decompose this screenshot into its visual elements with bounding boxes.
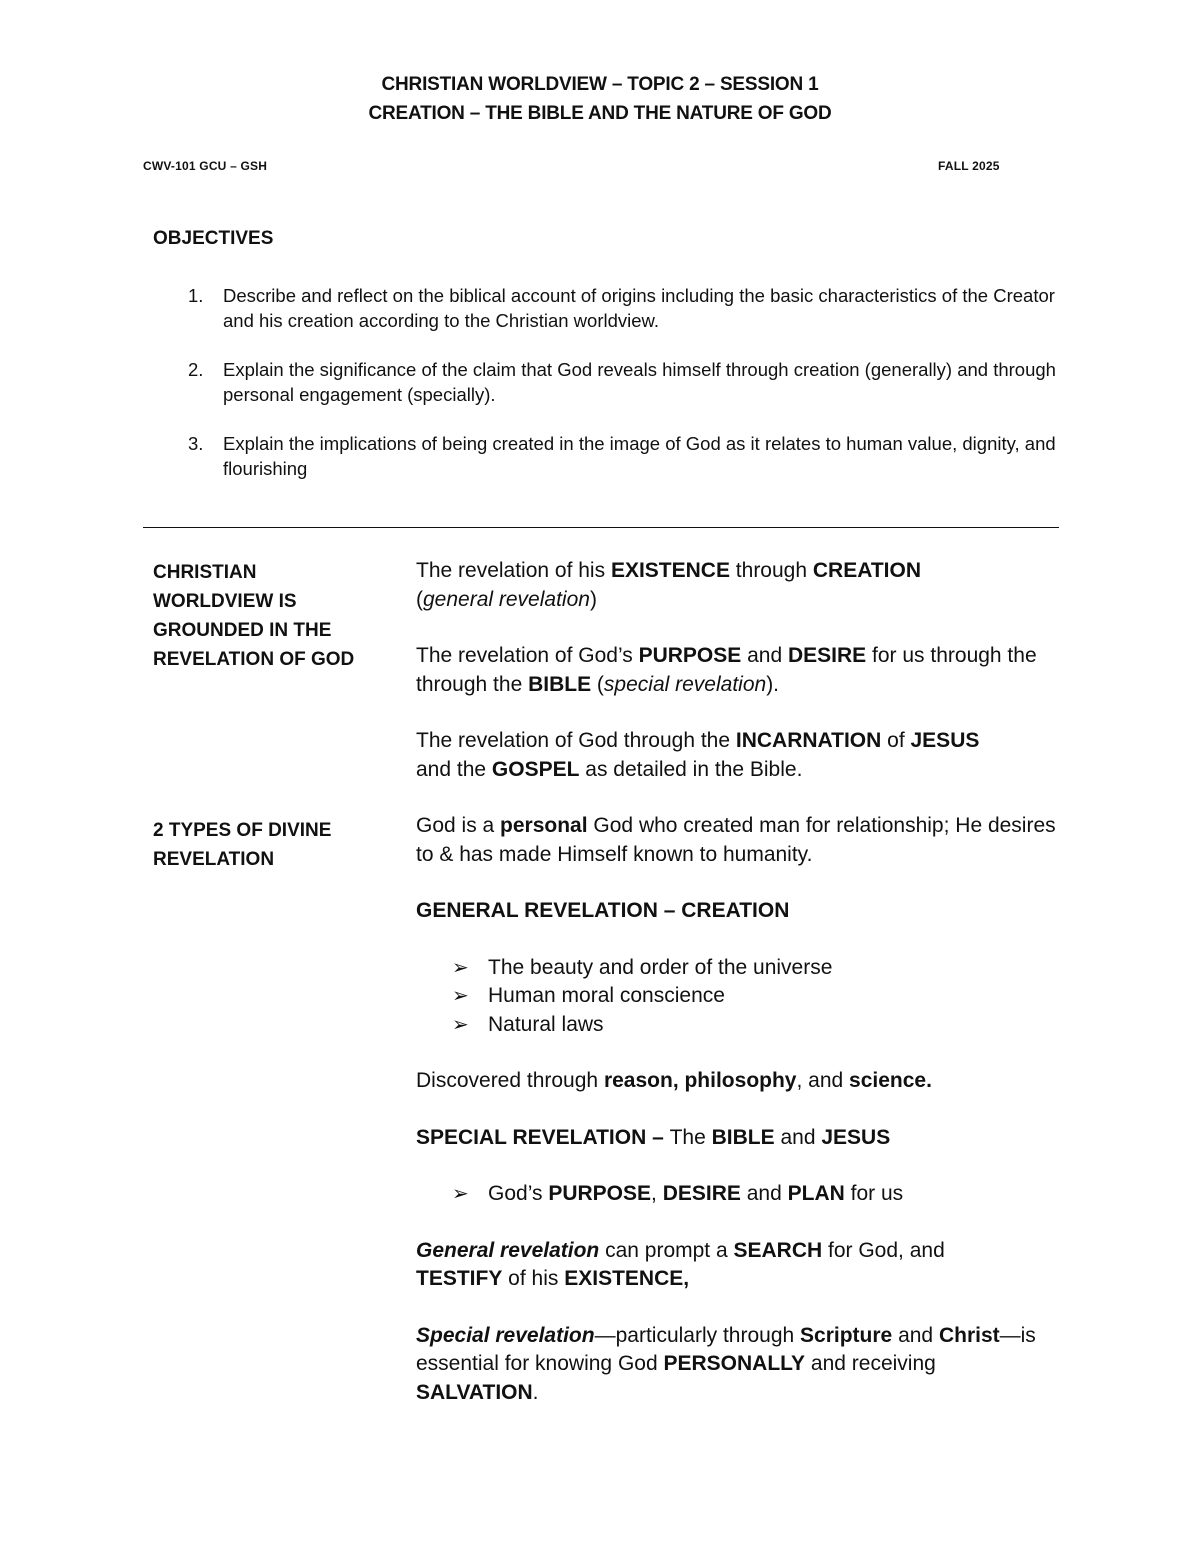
list-item: ➢ The beauty and order of the universe: [416, 954, 1066, 983]
term-label: FALL 2025: [938, 159, 1000, 173]
side-heading-revelation-types: 2 TYPES OF DIVINE REVELATION: [153, 820, 332, 870]
general-revelation-heading: GENERAL REVELATION – CREATION: [416, 899, 790, 922]
objective-number: 1.: [188, 285, 204, 306]
course-code: CWV-101 GCU – GSH: [143, 159, 268, 173]
list-item: ➢ God’s PURPOSE, DESIRE and PLAN for us: [416, 1180, 1066, 1209]
arrow-bullet-icon: ➢: [452, 956, 469, 979]
special-revelation-summary: Special revelation—particularly through Scripture and Christ—is essential for knowing God PERSONALLY and receiving SALVATION.: [416, 1323, 1036, 1404]
list-item: ➢ Natural laws: [416, 1011, 1066, 1040]
objectives-heading: OBJECTIVES: [153, 228, 274, 249]
arrow-bullet-icon: ➢: [452, 1013, 469, 1036]
arrow-bullet-icon: ➢: [452, 1183, 469, 1205]
arrow-bullet-icon: ➢: [452, 985, 469, 1007]
general-revelation-list: [416, 954, 1066, 1040]
discovered-through: Discovered through reason, philosophy, and science.: [416, 1069, 932, 1092]
objective-number: 2.: [188, 359, 204, 380]
objective-item: [188, 283, 1068, 333]
list-item: ➢ Human moral conscience: [416, 982, 1066, 1011]
revelation-existence: The revelation of his EXISTENCE through CREATION (general revelation): [416, 559, 921, 611]
personal-god: God is a personal God who created man for relationship; He desires to & has made Himself known to humanity.: [416, 814, 1056, 866]
objectives-list: [188, 283, 1068, 505]
document-title-line1: CHRISTIAN WORLDVIEW – TOPIC 2 – SESSION 1: [381, 74, 819, 95]
special-revelation-heading: SPECIAL REVELATION – The BIBLE and JESUS: [416, 1125, 891, 1149]
objective-text: Explain the significance of the claim that God reveals himself through creation (generally) and through personal engagement (specially).: [223, 359, 1056, 405]
general-revelation-summary: General revelation can prompt a SEARCH for God, and TESTIFY of his EXISTENCE,: [416, 1238, 945, 1290]
revelation-purpose: The revelation of God’s PURPOSE and DESIRE for us through the through the BIBLE (special revelation).: [416, 644, 1037, 696]
special-revelation-list: [416, 1180, 1066, 1209]
objective-text: Explain the implications of being created in the image of God as it relates to human value, dignity, and flourishing: [223, 433, 1056, 479]
objective-item: [188, 431, 1068, 481]
main-content: [416, 557, 1066, 1407]
objective-item: [188, 357, 1068, 407]
objective-text: Describe and reflect on the biblical account of origins including the basic characteristics of the Creator and his creation according to the Christian worldview.: [223, 285, 1055, 331]
revelation-incarnation: The revelation of God through the INCARNATION of JESUS and the GOSPEL as detailed in the Bible.: [416, 729, 980, 781]
section-divider: [143, 527, 1059, 528]
objective-number: 3.: [188, 433, 204, 454]
document-title-line2: CREATION – THE BIBLE AND THE NATURE OF GOD: [368, 103, 832, 124]
side-heading-worldview: CHRISTIAN WORLDVIEW IS GROUNDED IN THE REVELATION OF GOD: [153, 562, 355, 670]
